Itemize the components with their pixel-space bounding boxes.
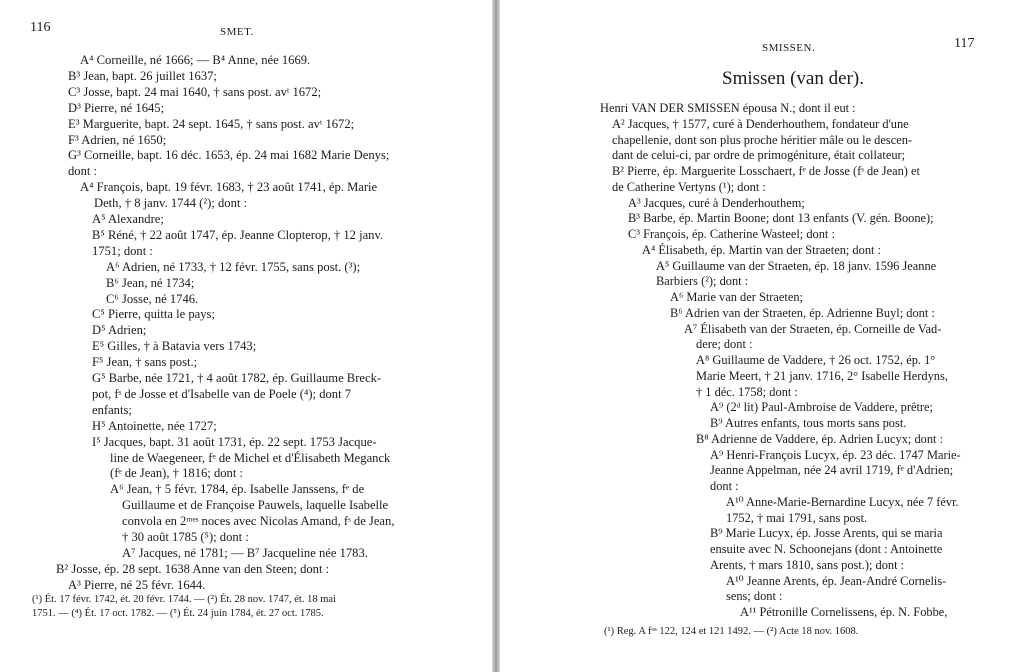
text-line: ensuite avec N. Schoonejans (dont : Antoinette [710,542,943,556]
text-line: F³ Adrien, né 1650; [68,132,167,147]
text-line: convola en 2ᵐᵉˢ noces avec Nicolas Amand, fˢ de Jean, [122,514,395,529]
text-line: B⁹ Autres enfants, tous morts sans post. [710,416,907,430]
text-line: chapellenie, dont son plus proche héritier mâle ou le descen- [612,132,913,147]
right-page [500,0,1024,672]
text-line: D⁵ Adrien; [92,323,147,338]
text-line: C³ Josse, bapt. 24 mai 1640, † sans post. avᵗ 1672; [68,84,322,99]
footnote-line: 1751. — (⁴) Ét. 17 oct. 1782. — (⁵) Ét. 24 juin 1784, ét. 27 oct. 1785. [32,608,324,619]
text-line: A⁶ Marie van der Straeten; [670,290,803,304]
text-line: F⁵ Jean, † sans post.; [92,355,198,370]
text-line: B² Pierre, ép. Marguerite Losschaert, fᵉ de Josse (fˢ de Jean) et [612,164,920,178]
text-line: B⁹ Marie Lucyx, ép. Josse Arents, qui se maria [710,526,943,541]
text-line: dont : [710,479,739,493]
text-line: 1751; dont : [92,243,153,258]
text-line: dant de celui-ci, par ordre de primogéniture, était collateur; [612,148,906,163]
left-page [0,0,492,672]
text-line: A³ Pierre, né 25 févr. 1644. [68,577,206,592]
text-line: B⁶ Adrien van der Straeten, ép. Adrienne Buyl; dont : [670,305,935,320]
text-line: A⁴ Corneille, né 1666; — B⁴ Anne, née 1669. [80,53,311,67]
text-line: A⁹ Henri-François Lucyx, ép. 23 déc. 1747 Marie- [710,447,961,462]
text-line: A¹¹ Pétronille Cornelissens, ép. N. Fobbe, [740,605,948,619]
text-line: sens; dont : [726,589,783,604]
running-head: SMET. [220,26,254,38]
text-line: A⁴ François, bapt. 19 févr. 1683, † 23 août 1741, ép. Marie [80,180,378,195]
text-line: B³ Barbe, ép. Martin Boone; dont 13 enfants (V. gén. Boone); [628,211,934,226]
text-line: dont : [68,164,98,179]
text-line: 1752, † mai 1791, sans post. [726,510,868,525]
section-title: Smissen (van der). [722,68,864,89]
text-line: A⁶ Jean, † 5 févr. 1784, ép. Isabelle Janssens, fᵉ de [110,482,365,497]
text-line: Marie Meert, † 21 janv. 1716, 2° Isabelle Herdyns, [696,368,948,383]
text-line: (fᵉ de Jean), † 1816; dont : [110,466,243,481]
text-line: Barbiers (²); dont : [656,274,749,289]
text-line: A⁵ Guillaume van der Straeten, ép. 18 janv. 1596 Jeanne [656,258,937,273]
text-line: H⁵ Antoinette, née 1727; [92,418,217,433]
text-line: D³ Pierre, né 1645; [68,100,165,115]
text-line: pot, fˢ de Josse et d'Isabelle van de Poele (⁴); dont 7 [92,386,352,401]
text-line: Guillaume et de Françoise Pauwels, laquelle Isabelle [122,498,389,513]
page-gutter [492,0,500,672]
text-line: A⁶ Adrien, né 1733, † 12 févr. 1755, sans post. (³); [106,259,361,274]
running-head: SMISSEN. [762,42,816,54]
text-line: Henri VAN DER SMISSEN épousa N.; dont il eut : [600,101,856,115]
text-line: I⁵ Jacques, bapt. 31 août 1731, ép. 22 sept. 1753 Jacque- [92,434,377,449]
text-line: A² Jacques, † 1577, curé à Denderhouthem, fondateur d'une [612,116,909,131]
text-line: A⁷ Jacques, né 1781; — B⁷ Jacqueline née 1783. [122,545,368,560]
text-line: A⁴ Élisabeth, ép. Martin van der Straeten; dont : [642,242,881,257]
text-line: A⁹ (2ᵈ lit) Paul-Ambroise de Vaddere, prêtre; [710,400,933,415]
text-line: line de Waegeneer, fᵉ de Michel et d'Élisabeth Meganck [110,450,391,465]
text-line: A⁸ Guillaume de Vaddere, † 26 oct. 1752, ép. 1° [696,353,936,367]
text-line: B⁵ Réné, † 22 août 1747, ép. Jeanne Clopterop, † 12 janv. [92,227,384,242]
text-line: dere; dont : [696,337,753,352]
text-line: Arents, † mars 1810, sans post.); dont : [710,557,905,572]
text-line: B² Josse, ép. 28 sept. 1638 Anne van den Steen; dont : [56,561,330,576]
text-line: Jeanne Appelman, née 24 avril 1719, fᵉ d'Adrien; [710,463,954,478]
page-number: 116 [30,20,51,35]
text-line: G⁵ Barbe, née 1721, † 4 août 1782, ép. Guillaume Breck- [92,371,382,385]
text-line: A³ Jacques, curé à Denderhouthem; [628,195,805,210]
text-line: enfants; [92,402,132,417]
text-line: B⁸ Adrienne de Vaddere, ép. Adrien Lucyx; dont : [696,431,944,446]
text-line: † 1 déc. 1758; dont : [696,384,798,399]
text-line: B³ Jean, bapt. 26 juillet 1637; [68,68,217,83]
text-line: E⁵ Gilles, † à Batavia vers 1743; [92,339,257,354]
footnote-line: (¹) Ét. 17 févr. 1742, ét. 20 févr. 1744. — (²) Ét. 28 nov. 1747, ét. 18 mai [32,594,336,605]
text-line: † 30 août 1785 (⁵); dont : [122,530,249,544]
text-lines [0,0,492,672]
text-line: A⁷ Élisabeth van der Straeten, ép. Corneille de Vad- [684,321,942,336]
text-line: C⁵ Pierre, quitta le pays; [92,307,215,322]
text-line: A¹⁰ Jeanne Arents, ép. Jean-André Cornelis- [726,573,947,588]
text-line: Deth, † 8 janv. 1744 (²); dont : [94,196,248,211]
text-line: de Catherine Vertyns (¹); dont : [612,179,766,194]
text-line: B⁶ Jean, né 1734; [106,275,195,290]
footnote-line: (¹) Reg. A fᵒˢ 122, 124 et 121 1492. — (²) Acte 18 nov. 1608. [604,626,859,637]
text-line: G³ Corneille, bapt. 16 déc. 1653, ép. 24 mai 1682 Marie Denys; [68,148,390,163]
text-line: C⁶ Josse, né 1746. [106,291,199,306]
text-line: C³ François, ép. Catherine Wasteel; dont : [628,227,835,241]
text-line: E³ Marguerite, bapt. 24 sept. 1645, † sans post. avᵗ 1672; [68,116,355,131]
page-number: 117 [954,36,975,51]
text-line: A⁵ Alexandre; [92,212,164,226]
text-line: A¹⁰ Anne-Marie-Bernardine Lucyx, née 7 févr. [726,494,959,509]
text-lines [500,0,1024,672]
